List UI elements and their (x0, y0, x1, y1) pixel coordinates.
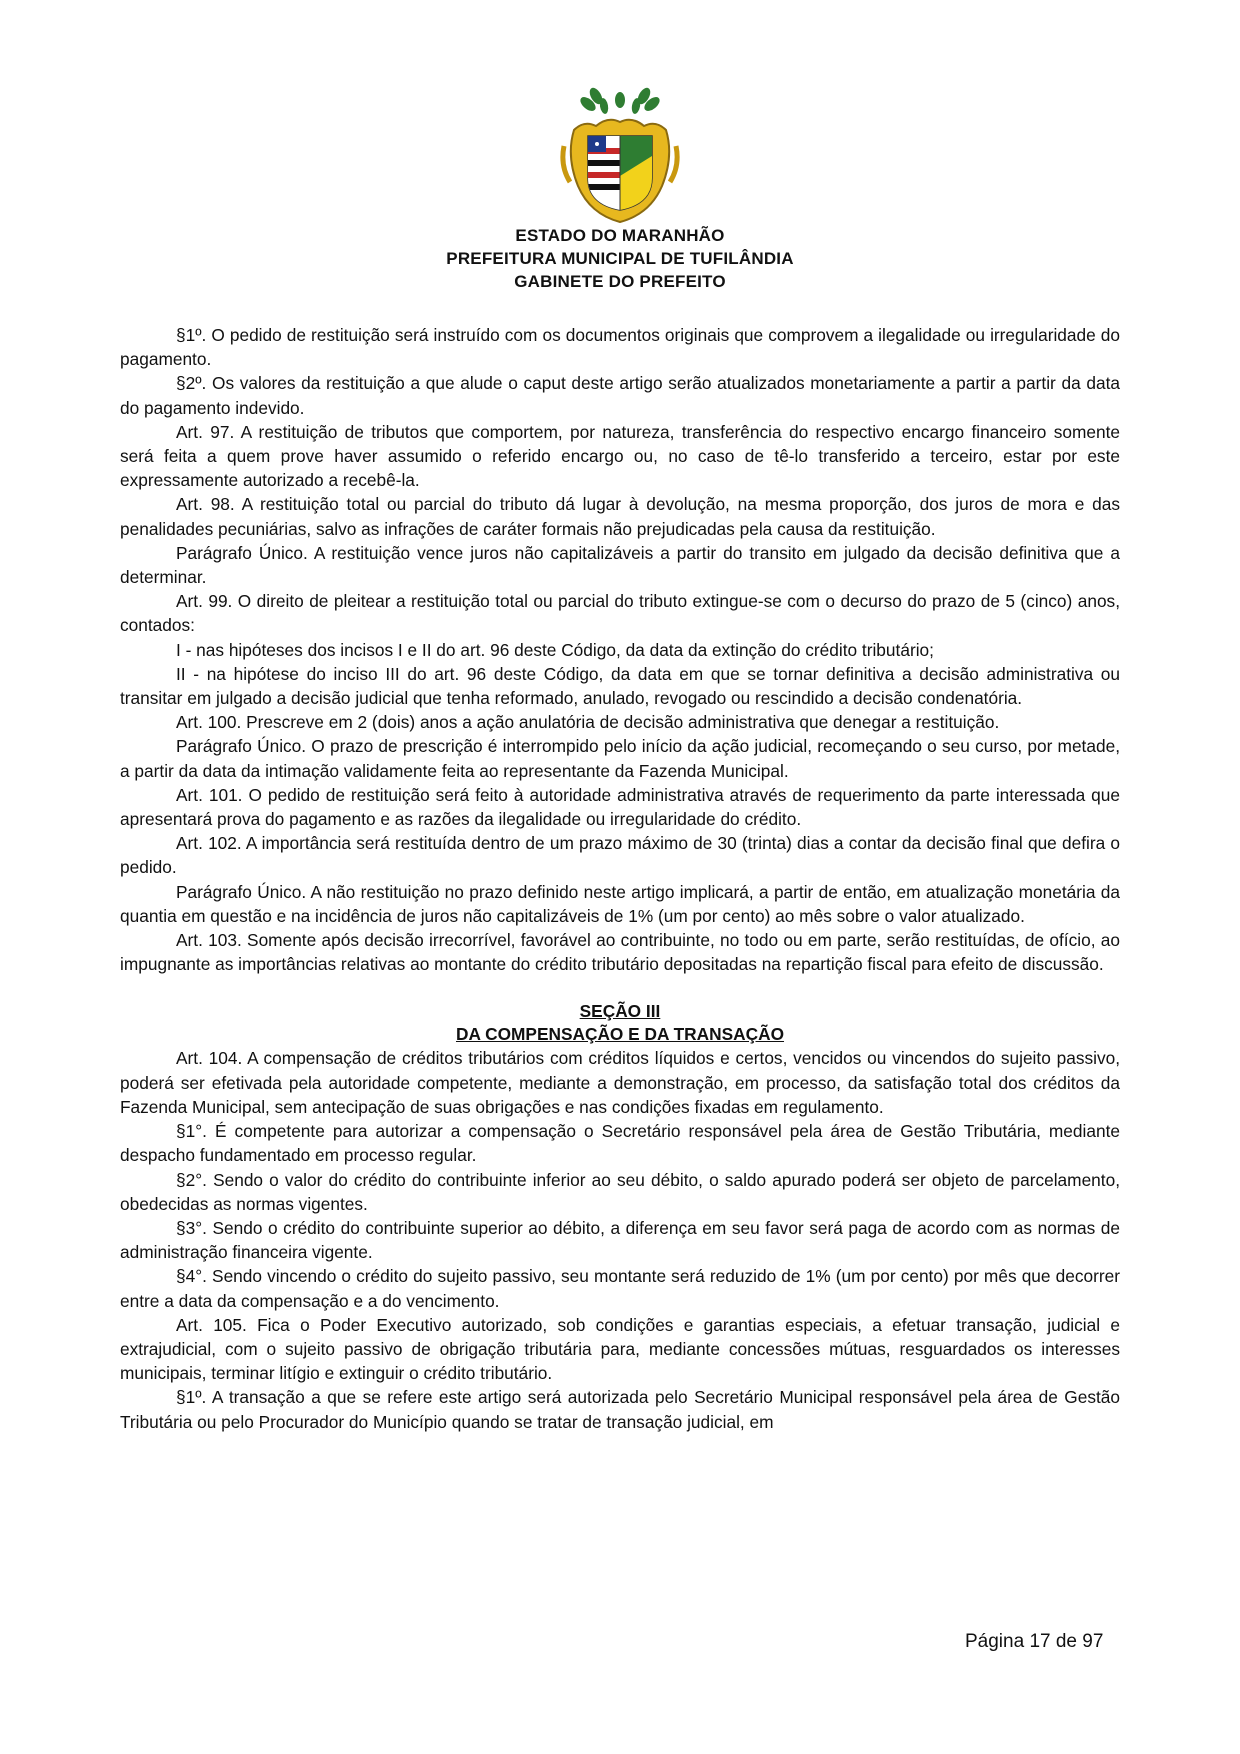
page-number: Página 17 de 97 (965, 1631, 1104, 1652)
paragraph: Art. 100. Prescreve em 2 (dois) anos a ação anulatória de decisão administrativa que denegar a restituição. (176, 712, 1000, 733)
paragraph: Art. 99. O direito de pleitear a restituição total ou parcial do tributo extingue-se com o decurso do prazo de 5 (cinco) anos, contados: (120, 591, 1120, 636)
paragraph: Art. 97. A restituição de tributos que comportem, por natureza, transferência do respectivo encargo financeiro somente será feita a quem prove haver assumido o referido encargo ou, no caso de tê-lo transferido a terceiro, estar por este expressamente autorizado a recebê-la. (120, 421, 1120, 491)
coat-of-arms-logo (560, 86, 680, 226)
section-subtitle-text: DA COMPENSAÇÃO E DA TRANSAÇÃO (455, 1024, 785, 1045)
paragraph: Art. 98. A restituição total ou parcial do tributo dá lugar à devolução, na mesma proporção, dos juros de mora e das penalidades pecuniárias, salvo as infrações de caráter formais não prejudicadas pela causa da restituição. (120, 494, 1120, 539)
paragraph: Parágrafo Único. A não restituição no prazo definido neste artigo implicará, a partir de então, em atualização monetária da quantia em questão e na incidência de juros não capitalizáveis de 1% (um por cento) ao mês sobre o valor atualizado. (120, 881, 1120, 926)
paragraph: Art. 103. Somente após decisão irrecorrível, favorável ao contribuinte, no todo ou em parte, serão restituídas, de ofício, ao impugnante as importâncias relativas ao montante do crédito tributário depositadas na repartição fiscal para efeito de discussão. (120, 930, 1120, 975)
section-title (120, 1000, 1120, 1023)
paragraph: Parágrafo Único. A restituição vence juros não capitalizáveis a partir do transito em julgado da decisão definitiva que a determinar. (120, 542, 1120, 588)
paragraph: §4°. Sendo vincendo o crédito do sujeito passivo, seu montante será reduzido de 1% (um por cento) por mês que decorrer entre a data da compensação e a do vencimento. (120, 1266, 1120, 1311)
paragraph: Art. 101. O pedido de restituição será feito à autoridade administrativa através de requerimento da parte interessada que apresentará prova do pagamento e as razões da ilegalidade ou irregularidade do crédito. (120, 784, 1120, 830)
section-title-text: SEÇÃO III (579, 1001, 661, 1022)
paragraph: Parágrafo Único. O prazo de prescrição é interrompido pelo início da ação judicial, recomeçando o seu curso, por metade, a partir da data da intimação validamente feita ao representante da Fazenda Municipal. (120, 736, 1120, 781)
document-body (120, 323, 1120, 1434)
paragraph: Art. 102. A importância será restituída dentro de um prazo máximo de 30 (trinta) dias a contar da decisão final que defira o pedido. (120, 833, 1120, 878)
paragraph: I - nas hipóteses dos incisos I e II do art. 96 deste Código, da data da extinção do crédito tributário; (176, 639, 934, 660)
paragraph: §2°. Sendo o valor do crédito do contribuinte inferior ao seu débito, o saldo apurado poderá ser objeto de parcelamento, obedecidas as normas vigentes. (120, 1169, 1120, 1214)
paragraph: §2º. Os valores da restituição a que alude o caput deste artigo serão atualizados monetariamente a partir a partir da data do pagamento indevido. (120, 373, 1120, 418)
letterhead (0, 224, 1240, 293)
paragraph: §1º. O pedido de restituição será instruído com os documentos originais que comprovem a ilegalidade ou irregularidade do pagamento. (120, 325, 1120, 370)
paragraph: §1°. É competente para autorizar a compensação o Secretário responsável pela área de Gestão Tributária, mediante despacho fundamentado em processo regular. (120, 1121, 1120, 1166)
section-subtitle (120, 1023, 1120, 1046)
paragraph: §3°. Sendo o crédito do contribuinte superior ao débito, a diferença em seu favor será paga de acordo com as normas de administração financeira vigente. (120, 1217, 1120, 1263)
header-state: ESTADO DO MARANHÃO (515, 226, 725, 245)
header-prefecture: PREFEITURA MUNICIPAL DE TUFILÂNDIA (446, 249, 794, 268)
paragraph: §1º. A transação a que se refere este artigo será autorizada pelo Secretário Municipal responsável pela área de Gestão Tributária ou pelo Procurador do Município quando se tratar de transação judicial, em (120, 1387, 1120, 1432)
paragraph: Art. 105. Fica o Poder Executivo autorizado, sob condições e garantias especiais, a efetuar transação, judicial e extrajudicial, com o sujeito passivo de obrigação tributária para, mediante concessões mútuas, resguardados os interesses municipais, terminar litígio e extinguir o crédito tributário. (120, 1314, 1120, 1384)
header-cabinet: GABINETE DO PREFEITO (514, 272, 726, 291)
paragraph: II - na hipótese do inciso III do art. 96 deste Código, da data em que se tornar definitiva a decisão administrativa ou transitar em julgado a decisão judicial que tenha reformado, anulado, revogado ou rescindido a decisão condenatória. (120, 663, 1120, 709)
paragraph: Art. 104. A compensação de créditos tributários com créditos líquidos e certos, vencidos ou vincendos do sujeito passivo, poderá ser efetivada pela autoridade competente, mediante a demonstração, em processo, da satisfação total dos créditos da Fazenda Municipal, sem antecipação de suas obrigações e nas condições fixadas em regulamento. (120, 1048, 1120, 1117)
